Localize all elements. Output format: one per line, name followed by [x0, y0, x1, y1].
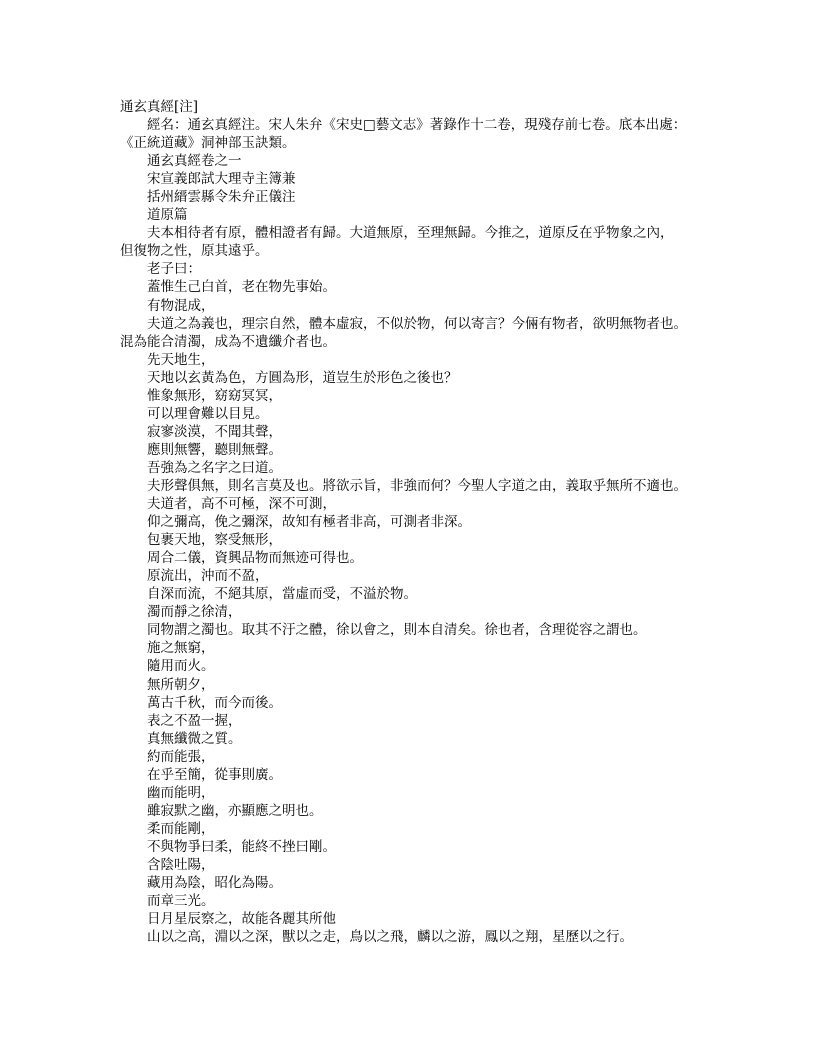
text-line: 雖寂默之幽，亦顯應之明也。 — [147, 802, 323, 819]
text-line: 表之不盈一握， — [147, 712, 242, 729]
text-line: 《正統道藏》洞神部玉訣類。 — [120, 135, 296, 152]
text-line: 無所朝夕， — [147, 676, 215, 693]
text-line: 不與物爭曰柔，能終不挫曰剛。 — [147, 838, 336, 855]
text-line: 濁而靜之徐清， — [147, 604, 242, 621]
text-line: 在乎至簡，從事則廣。 — [147, 766, 282, 783]
text-line: 天地以玄黃為色，方圓為形，道豈生於形色之後也？ — [147, 369, 458, 386]
document-title: 通玄真經[注] — [120, 99, 199, 115]
text-line: 山以之高，淵以之深，獸以之走，鳥以之飛，麟以之游，鳳以之翔，星歷以之行。 — [147, 929, 633, 946]
text-line: 混為能合清濁，成為不遺纖介者也。 — [120, 333, 336, 350]
text-line: 約而能張， — [147, 748, 215, 765]
text-line: 但復物之性，原其遠乎。 — [120, 243, 269, 260]
text-line: 仰之彌高，俛之彌深，故知有極者非高，可測者非深。 — [147, 514, 471, 531]
document-page — [120, 98, 700, 946]
text-line: 隨用而火。 — [147, 658, 215, 675]
text-line: 括州縉雲縣令朱弁正儀注 — [147, 189, 296, 206]
text-line: 自深而流，不絕其原，當虛而受，不溢於物。 — [147, 586, 417, 603]
text-line: 先天地生， — [147, 351, 215, 368]
text-line: 夫形聲俱無，則名言莫及也。將欲示旨，非強而何？今聖人字道之由，義取乎無所不適也。 — [147, 477, 687, 494]
text-line: 藏用為陰，昭化為陽。 — [147, 875, 282, 892]
document-body — [120, 116, 700, 946]
text-line: 柔而能剛， — [147, 820, 215, 837]
text-line: 同物謂之濁也。取其不汙之體，徐以會之，則本自清矣。徐也者，含理從容之謂也。 — [147, 622, 647, 639]
text-line: 真無纖微之質。 — [147, 730, 242, 747]
text-line: 夫本相待者有原，體相證者有歸。大道無原，至理無歸。今推之，道原反在乎物象之內， — [147, 225, 674, 242]
text-line: 原流出，沖而不盈， — [147, 568, 269, 585]
text-line: 蓋惟生己白首，老在物先事始。 — [147, 279, 336, 296]
text-line: 有物混成， — [147, 297, 215, 314]
text-line: 惟象無形，窈窈冥冥， — [147, 387, 282, 404]
text-line: 宋宣義郎試大理寺主簿兼 — [147, 171, 296, 188]
text-line: 經名：通玄真經注。宋人朱弁《宋史□藝文志》著錄作十二卷，現殘存前七卷。底本出處： — [147, 117, 687, 134]
text-line: 老子曰： — [147, 261, 201, 278]
text-line: 道原篇 — [147, 207, 188, 224]
text-line: 周合二儀，資興品物而無迹可得也。 — [147, 550, 363, 567]
text-line: 而章三光。 — [147, 893, 215, 910]
text-line: 夫道之為義也，理宗自然，體本虛寂，不似於物，何以寄言？今倆有物者，欲明無物者也。 — [147, 315, 687, 332]
text-line: 寂寥淡漠，不聞其聲， — [147, 423, 282, 440]
text-line: 吾強為之名字之曰道。 — [147, 459, 282, 476]
text-line: 幽而能明， — [147, 784, 215, 801]
text-line: 可以理會難以目見。 — [147, 405, 269, 422]
text-line: 通玄真經卷之一 — [147, 153, 242, 170]
text-line: 應則無響，聽則無聲。 — [147, 441, 282, 458]
text-line: 施之無窮， — [147, 640, 215, 657]
text-line: 含陰吐陽， — [147, 856, 215, 873]
text-line: 夫道者，高不可極，深不可測， — [147, 496, 336, 513]
text-line: 萬古千秋，而今而後。 — [147, 694, 282, 711]
text-line: 包裹天地，察受無形， — [147, 532, 282, 549]
text-line: 日月星辰察之，故能各麗其所他 — [147, 911, 336, 928]
